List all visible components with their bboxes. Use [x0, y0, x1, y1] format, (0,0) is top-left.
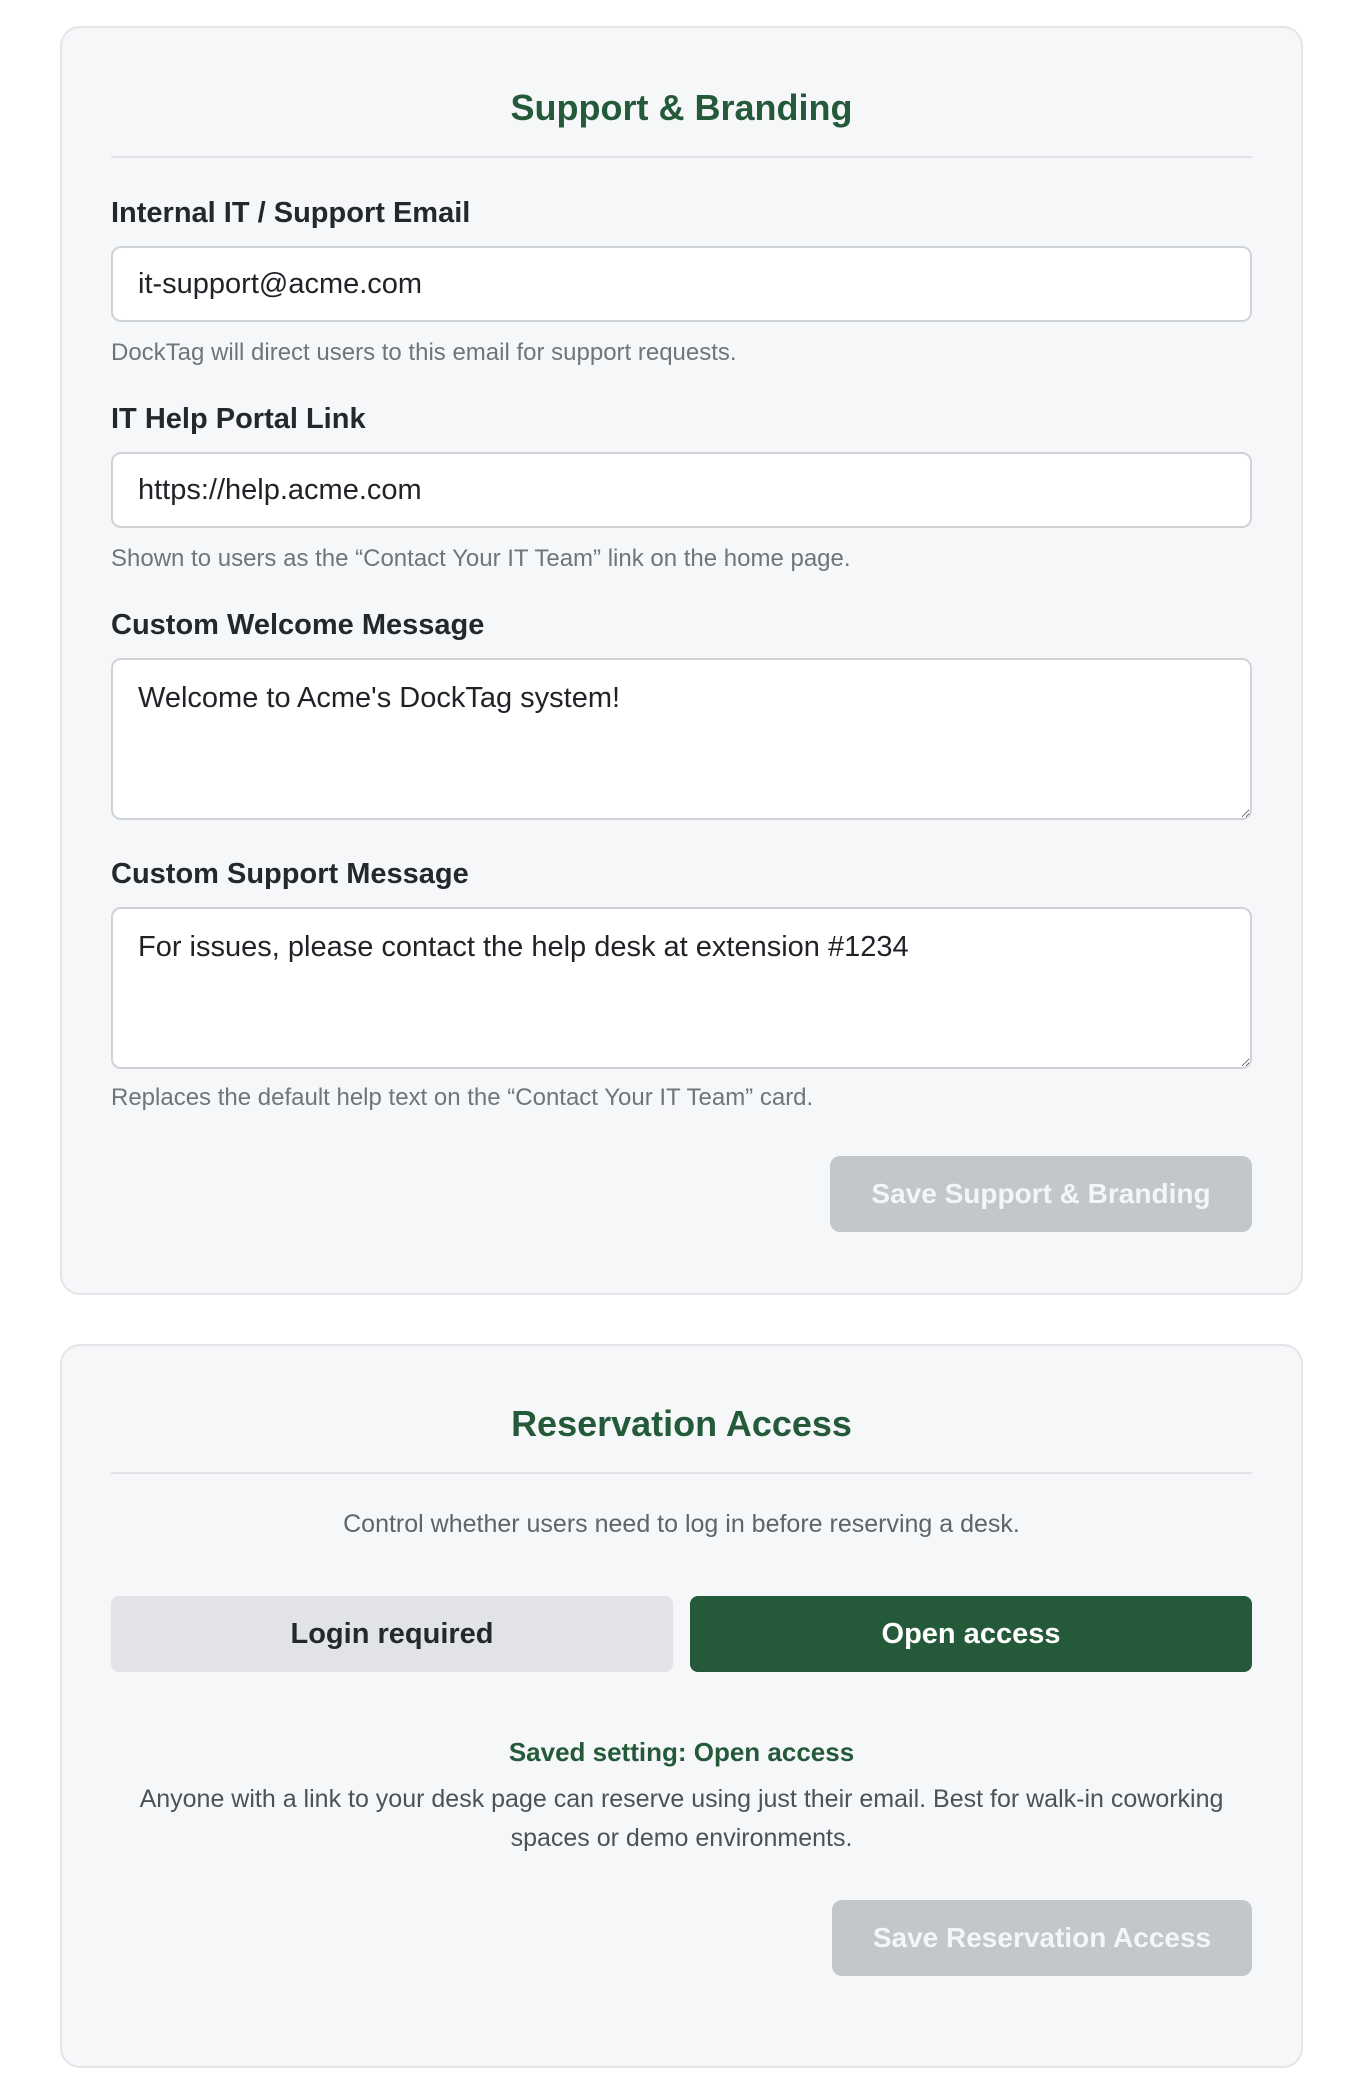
saved-setting-description: Anyone with a link to your desk page can reserve using just their email. Best for walk-in coworking spaces or demo environments. — [139, 1785, 1224, 1852]
save-support-branding-button[interactable]: Save Support & Branding — [830, 1156, 1252, 1232]
reservation-access-description: Control whether users need to log in before reserving a desk. — [343, 1510, 1020, 1538]
open-access-option[interactable]: Open access — [690, 1596, 1252, 1672]
reservation-access-card — [60, 1344, 1303, 2068]
section-divider — [111, 156, 1252, 158]
support-branding-title: Support & Branding — [510, 87, 853, 128]
login-required-option[interactable]: Login required — [111, 1596, 673, 1672]
support-message-help: Replaces the default help text on the “Contact Your IT Team” card. — [111, 1084, 814, 1111]
saved-setting-title: Saved setting: Open access — [508, 1737, 855, 1767]
support-email-help: DockTag will direct users to this email for support requests. — [111, 339, 737, 366]
help-portal-input[interactable] — [111, 452, 1252, 528]
support-branding-card — [60, 26, 1303, 1295]
support-message-textarea[interactable] — [111, 907, 1252, 1069]
help-portal-label: IT Help Portal Link — [111, 403, 366, 435]
reservation-access-title: Reservation Access — [511, 1403, 852, 1444]
support-message-label: Custom Support Message — [111, 858, 469, 890]
access-mode-toggle — [111, 1596, 1252, 1672]
support-email-input[interactable] — [111, 246, 1252, 322]
save-reservation-access-button[interactable]: Save Reservation Access — [832, 1900, 1252, 1976]
welcome-message-label: Custom Welcome Message — [111, 609, 485, 641]
section-divider — [111, 1472, 1252, 1474]
support-save-row — [111, 1156, 1252, 1232]
support-email-label: Internal IT / Support Email — [111, 197, 471, 229]
help-portal-help: Shown to users as the “Contact Your IT Team” link on the home page. — [111, 545, 851, 572]
welcome-message-textarea[interactable] — [111, 658, 1252, 820]
reservation-save-row — [111, 1900, 1252, 1976]
